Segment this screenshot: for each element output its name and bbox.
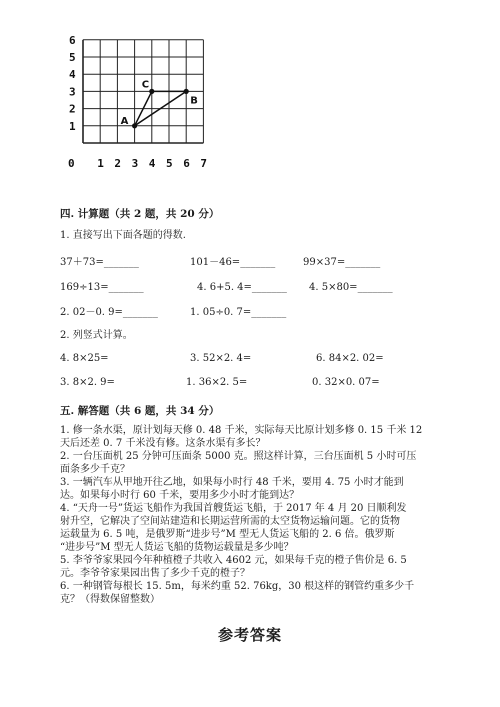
- section4-q1-prompt: 1. 直接写出下面各题的得数.: [60, 230, 186, 241]
- problem-line: 运载量为 6. 5 吨，是俄罗斯“进步号”M 型无人货运飞船的 2. 6 倍。俄罗斯: [60, 529, 395, 540]
- section4-q2-prompt: 2. 列竖式计算。: [60, 330, 133, 341]
- point-label: A: [120, 115, 129, 127]
- x-tick-label: 6: [183, 157, 190, 170]
- x-tick-label: 3: [131, 157, 139, 170]
- calc-item: 37＋73=_______: [60, 257, 139, 268]
- vertical-calc-item: 4. 8×25=: [60, 353, 109, 364]
- problem-line: 面条多少千克？: [60, 464, 130, 475]
- point-label: C: [141, 79, 150, 91]
- problem-line: 6. 一种钢管每根长 15. 5m，每米约重 52. 76kg，30 根这样的钢管约重多少千: [60, 581, 415, 592]
- x-tick-label: 5: [166, 157, 173, 170]
- x-tick-label: 0: [68, 157, 75, 170]
- point-b: [184, 89, 189, 94]
- problem-line: 2. 一台压面机 25 分钟可压面条 5000 克。照这样计算，三台压面机 5 小时可压: [60, 451, 417, 462]
- y-axis-labels: [69, 34, 76, 133]
- point-label: B: [190, 95, 198, 107]
- problem-line: 达。如果每小时行 60 千米，要用多少小时才能到达？: [60, 490, 300, 501]
- y-tick-label: 1: [69, 119, 76, 133]
- x-tick-label: 2: [114, 157, 122, 170]
- x-axis-labels: [68, 157, 207, 170]
- answer-title: 参考答案: [217, 626, 282, 644]
- calc-item: 99×37=_______: [303, 257, 381, 268]
- section5-title: 五. 解答题（共 6 题，共 34 分）: [60, 405, 220, 417]
- calc-item: 2. 02－0. 9=_______: [60, 307, 158, 318]
- vertical-calc-item: 6. 84×2. 02=: [316, 353, 384, 364]
- y-tick-label: 5: [69, 51, 76, 64]
- y-tick-label: 4: [69, 68, 76, 82]
- point-a: [132, 123, 137, 128]
- calc-item: 101－46=_______: [190, 257, 276, 268]
- problem-line: 3. 一辆汽车从甲地开往乙地，如果每小时行 48 千米，要用 4. 75 小时才能到: [60, 477, 404, 488]
- calc-item: 4. 6+5. 4=_______: [197, 282, 287, 293]
- vertical-calc-item: 1. 36×2. 5=: [186, 377, 248, 388]
- x-tick-label: 1: [97, 157, 104, 170]
- vertical-calc-item: 3. 8×2. 9=: [60, 377, 115, 388]
- problem-line: 射升空，它解决了空间站建造和长期运营所需的太空货物运输问题。它的货物: [60, 516, 400, 527]
- problem-line: 元。李爷爷家果园出售了多少千克的橙子？: [60, 568, 250, 579]
- y-tick-label: 3: [69, 85, 76, 99]
- problem-line: “进步号”M 型无人货运飞船的货物运载量是多少吨？: [60, 542, 294, 553]
- x-tick-label: 4: [148, 157, 156, 170]
- vertical-calc-item: 3. 52×2. 4=: [190, 353, 252, 364]
- y-tick-label: 6: [69, 33, 76, 47]
- point-c: [149, 89, 154, 94]
- problem-line: 1. 修一条水渠，原计划每天修 0. 48 千米，实际每天比原计划多修 0. 15 千米 12: [60, 425, 423, 436]
- calc-item: 4. 5×80=_______: [309, 282, 393, 293]
- problem-line: 4. “天舟一号”货运飞船作为我国首艘货运飞船，于 2017 年 4 月 20 日顺利发: [60, 503, 407, 514]
- calc-item: 169÷13=_______: [60, 282, 144, 293]
- coordinate-grid-figure: [60, 33, 220, 180]
- problem-line: 天后还差 0. 7 千米没有修。这条水渠有多长？: [60, 438, 266, 449]
- problem-line: 克？（得数保留整数）: [60, 594, 160, 605]
- vertical-calc-item: 0. 32×0. 07=: [312, 377, 380, 388]
- y-tick-label: 2: [69, 102, 76, 116]
- problem-line: 5. 李爷爷家果园今年种植橙子共收入 4602 元，如果每千克的橙子售价是 6. 5: [60, 555, 407, 566]
- calc-item: 1. 05÷0. 7=_______: [190, 307, 287, 318]
- x-tick-label: 7: [200, 157, 208, 170]
- section4-title: 四. 计算题（共 2 题，共 20 分）: [60, 208, 220, 220]
